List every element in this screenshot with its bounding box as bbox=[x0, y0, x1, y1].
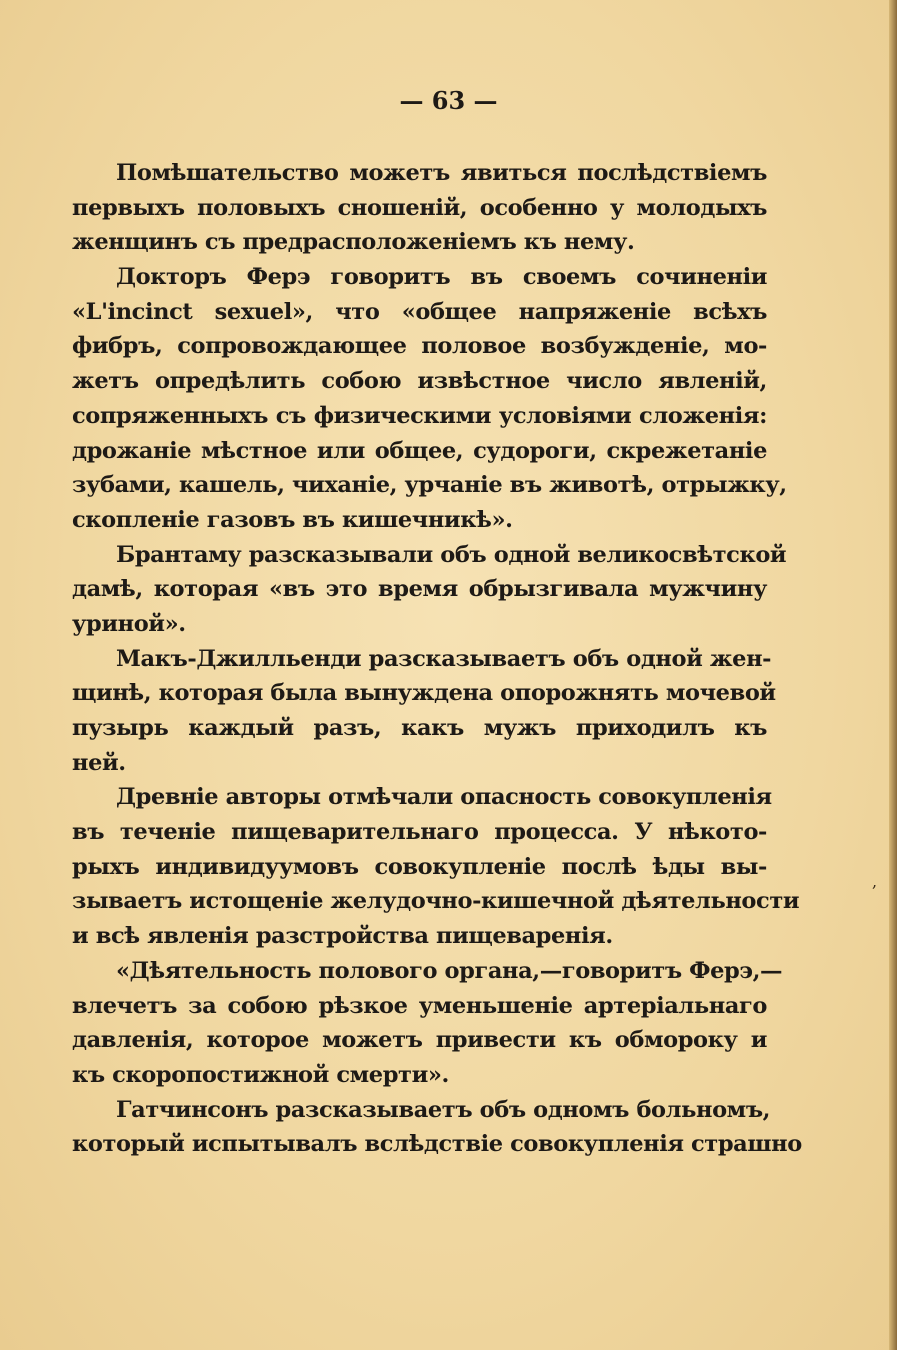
text-line: жетъ опредѣлить собою извѣстное число явленій, bbox=[72, 368, 767, 395]
page-edge bbox=[889, 0, 897, 1350]
text-line: фибръ, сопровождающее половое возбужденіе, мо- bbox=[72, 333, 767, 360]
text-line: зубами, кашель, чиханіе, урчаніе въ животѣ, отрыжку, bbox=[72, 472, 787, 499]
text-line: сопряженныхъ съ физическими условіями сложенія: bbox=[72, 402, 767, 429]
text-line: пузырь каждый разъ, какъ мужъ приходилъ къ bbox=[72, 715, 767, 741]
text-line: Древніе авторы отмѣчали опасность совокупленія bbox=[116, 784, 772, 811]
text-line: женщинъ съ предрасположеніемъ къ нему. bbox=[72, 229, 635, 256]
text-line: влечетъ за собою рѣзкое уменьшеніе артеріальнаго bbox=[72, 992, 767, 1019]
text-line: въ теченіе пищеварительнаго процесса. У нѣкото- bbox=[72, 819, 767, 846]
text-line: «Дѣятельность полового органа,—говоритъ Ферэ,— bbox=[116, 957, 783, 984]
text-line: «L'incinct sexuel», что «общее напряженіе всѣхъ bbox=[72, 298, 767, 325]
body-text bbox=[72, 156, 802, 1162]
text-line: давленія, которое можетъ привести къ обмороку и bbox=[72, 1027, 767, 1054]
text-line: къ скоропостижной смерти». bbox=[72, 1061, 449, 1088]
text-line: зываетъ истощеніе желудочно-кишечной дѣятельности bbox=[72, 888, 800, 915]
text-line: первыхъ половыхъ сношеній, особенно у молодыхъ bbox=[72, 194, 767, 221]
margin-mark: , bbox=[872, 872, 878, 891]
text-line: скопленіе газовъ въ кишечникѣ». bbox=[72, 506, 513, 533]
page-number: — 63 — bbox=[399, 86, 498, 115]
text-line: уриной». bbox=[72, 610, 186, 637]
text-line: который испытывалъ вслѣдствіе совокупленія страшно bbox=[72, 1131, 802, 1158]
text-line: ней. bbox=[72, 749, 126, 776]
text-line: щинѣ, которая была вынуждена опорожнять мочевой bbox=[72, 680, 776, 707]
text-line: дамѣ, которая «въ это время обрызгивала мужчину bbox=[72, 576, 767, 603]
text-line: и всѣ явленія разстройства пищеваренія. bbox=[72, 923, 613, 950]
text-line: Брантаму разсказывали объ одной великосвѣтской bbox=[116, 541, 787, 568]
text-line: дрожаніе мѣстное или общее, судороги, скрежетаніе bbox=[72, 437, 767, 464]
text-line: Докторъ Ферэ говоритъ въ своемъ сочиненіи bbox=[116, 264, 767, 291]
text-line: Помѣшательство можетъ явиться послѣдствіемъ bbox=[116, 160, 767, 186]
text-line: Гатчинсонъ разсказываетъ объ одномъ больномъ, bbox=[116, 1096, 771, 1123]
text-line: Макъ-Джилльенди разсказываетъ объ одной жен- bbox=[116, 645, 772, 672]
text-line: рыхъ индивидуумовъ совокупленіе послѣ ѣды вы- bbox=[72, 853, 767, 880]
